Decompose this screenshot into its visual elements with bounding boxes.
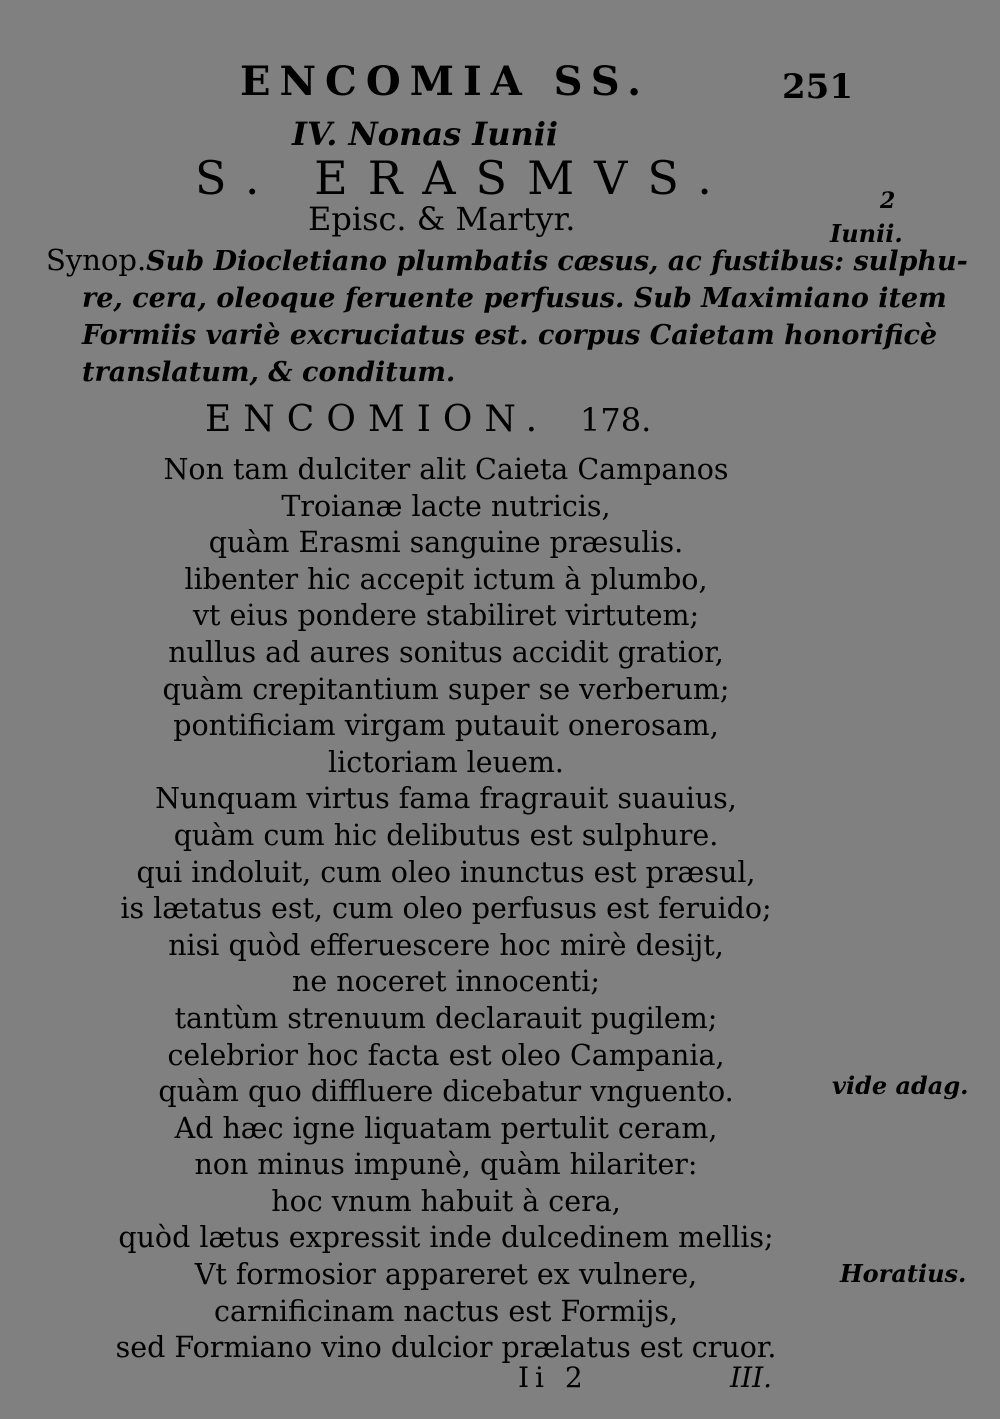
verse-line: Non tam dulciter alit Caieta Campanos [163,453,729,486]
encomion-heading: ENCOMION. [205,399,550,440]
synopsis-line: Formiis variè excruciatus est. corpus Caietam honorificè [82,320,938,351]
margin-note-vide: vide adag. [832,1071,969,1100]
verse-line: Vt formosior appareret ex vulnere, [194,1258,698,1292]
verse-line: celebrior hoc facta est oleo Campania, [167,1038,725,1072]
verse-line: tantùm strenuum declarauit pugilem; [174,1001,718,1035]
verse-line: Ad hæc igne liquatam pertulit ceram, [174,1111,718,1145]
verse-line: vt eius pondere stabiliret virtutem; [192,599,700,633]
signature-mark: Ii 2 [518,1361,589,1394]
verse-line: ne noceret innocenti; [292,965,600,999]
verse-line: quàm quo diffluere dicebatur vnguento. [158,1075,734,1109]
encomion-verse [96,452,796,1367]
catchword: III. [730,1361,773,1394]
page-number: 251 [782,67,853,107]
verse-line: Troianæ lacte nutricis, [281,489,611,523]
verse-line: lictoriam leuem. [328,745,564,779]
synopsis [46,242,968,391]
feast-date: IV. Nonas Iunii [292,115,559,153]
margin-note-month: Iunii. [830,219,903,248]
verse-line: quàm Erasmi sanguine præsulis. [208,526,684,560]
synopsis-line: re, cera, oleoque feruente perfusus. Sub Maximiano item [82,283,947,314]
verse-line: sed Formiano vino dulcior prælatus est cruor. [115,1331,777,1365]
verse-line: hoc vnum habuit à cera, [271,1184,621,1218]
saint-name: S. ERASMVS. [195,151,732,205]
verse-line: qui indoluit, cum oleo inunctus est præsul, [136,855,756,889]
verse-line: nullus ad aures sonitus accidit gratior, [168,635,724,669]
verse-line: Nunquam virtus fama fragrauit suauius, [155,782,737,816]
verse-line: quòd lætus expressit inde dulcedinem mellis; [118,1221,774,1255]
encomion-number: 178. [580,401,652,439]
verse-line: is lætatus est, cum oleo perfusus est feruido; [120,892,772,926]
saint-rank: Episc. & Martyr. [308,200,576,238]
verse-line: non minus impunè, quàm hilariter: [194,1148,698,1182]
running-head: ENCOMIA SS. [240,58,651,105]
margin-note-day: 2 [880,188,896,214]
margin-note-horatius: Horatius. [840,1259,967,1288]
verse-line: quàm cum hic delibutus est sulphure. [173,818,719,852]
verse-line: pontificiam virgam putauit onerosam, [173,709,719,743]
synopsis-line: Synop.Sub Diocletiano plumbatis cæsus, ac fustibus: sulphu- [46,243,968,277]
verse-line: libenter hic accepit ictum à plumbo, [184,562,708,596]
verse-line: carnificinam nactus est Formijs, [213,1294,679,1328]
synopsis-line: translatum, & conditum. [82,357,456,388]
verse-line: quàm crepitantium super se verberum; [162,672,730,706]
verse-line: nisi quòd efferuescere hoc mirè desijt, [168,928,724,962]
synopsis-lead: Synop. [46,243,147,277]
